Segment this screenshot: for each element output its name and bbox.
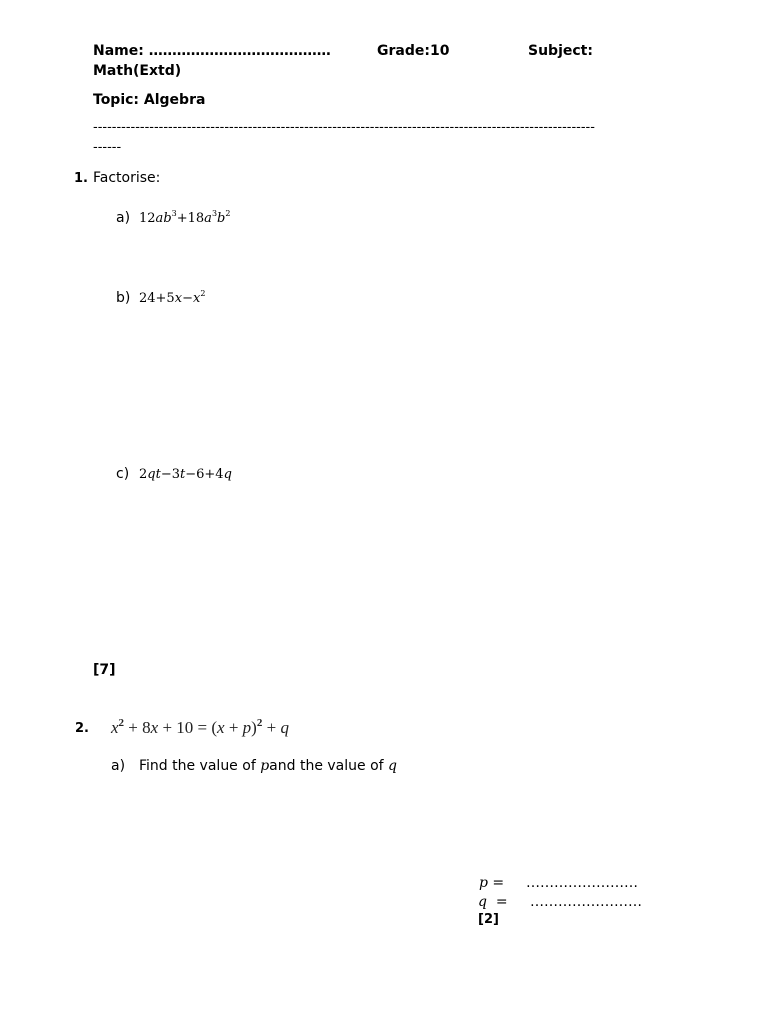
q-variable: q (388, 758, 397, 774)
question-1-prompt: Factorise: (93, 170, 161, 186)
question-2-marks: [2] (478, 912, 499, 927)
q-answer-label: q = (478, 894, 508, 910)
question-1-marks: [7] (93, 662, 116, 678)
p-variable: p (260, 758, 270, 774)
q1-part-b-expression: $24+5x-x^2$ (139, 289, 206, 306)
question-2-number: 2. (75, 721, 89, 736)
question-2-equation: $x^2 + 8x + 10 = (x + p)^2 + q$ (111, 717, 289, 737)
question-1-number: 1. (74, 171, 88, 186)
divider-dashes-2: ------ (93, 140, 122, 155)
q2-part-a-label: a) (111, 758, 126, 774)
p-answer-dots[interactable]: …………………… (526, 875, 638, 891)
q1-part-a-expression: $12ab^3+18a^3b^2$ (139, 209, 231, 226)
q-answer-dots[interactable]: …………………… (530, 894, 642, 910)
grade-label: Grade:10 (377, 43, 450, 59)
subject-label: Subject: (528, 43, 593, 59)
q2-part-a-text (139, 758, 397, 774)
subject-value: Math(Extd) (93, 63, 182, 79)
q2-part-a-text-2: and the value of (269, 758, 389, 774)
q1-part-c-expression: 2qt−3t−6+4q (139, 467, 232, 482)
q1-part-c-label: c) (116, 466, 130, 482)
q1-part-a-label: a) (116, 210, 131, 226)
q1-part-b-label: b) (116, 290, 131, 306)
name-field-label: Name: ………………………………… (93, 43, 331, 59)
p-answer-label: p = (479, 875, 505, 891)
topic-heading: Topic: Algebra (93, 92, 206, 108)
divider-dashes-1: ----------------------------------------------------------------------------------------------------------- (93, 120, 595, 135)
q2-part-a-text-1: Find the value of (139, 758, 261, 774)
